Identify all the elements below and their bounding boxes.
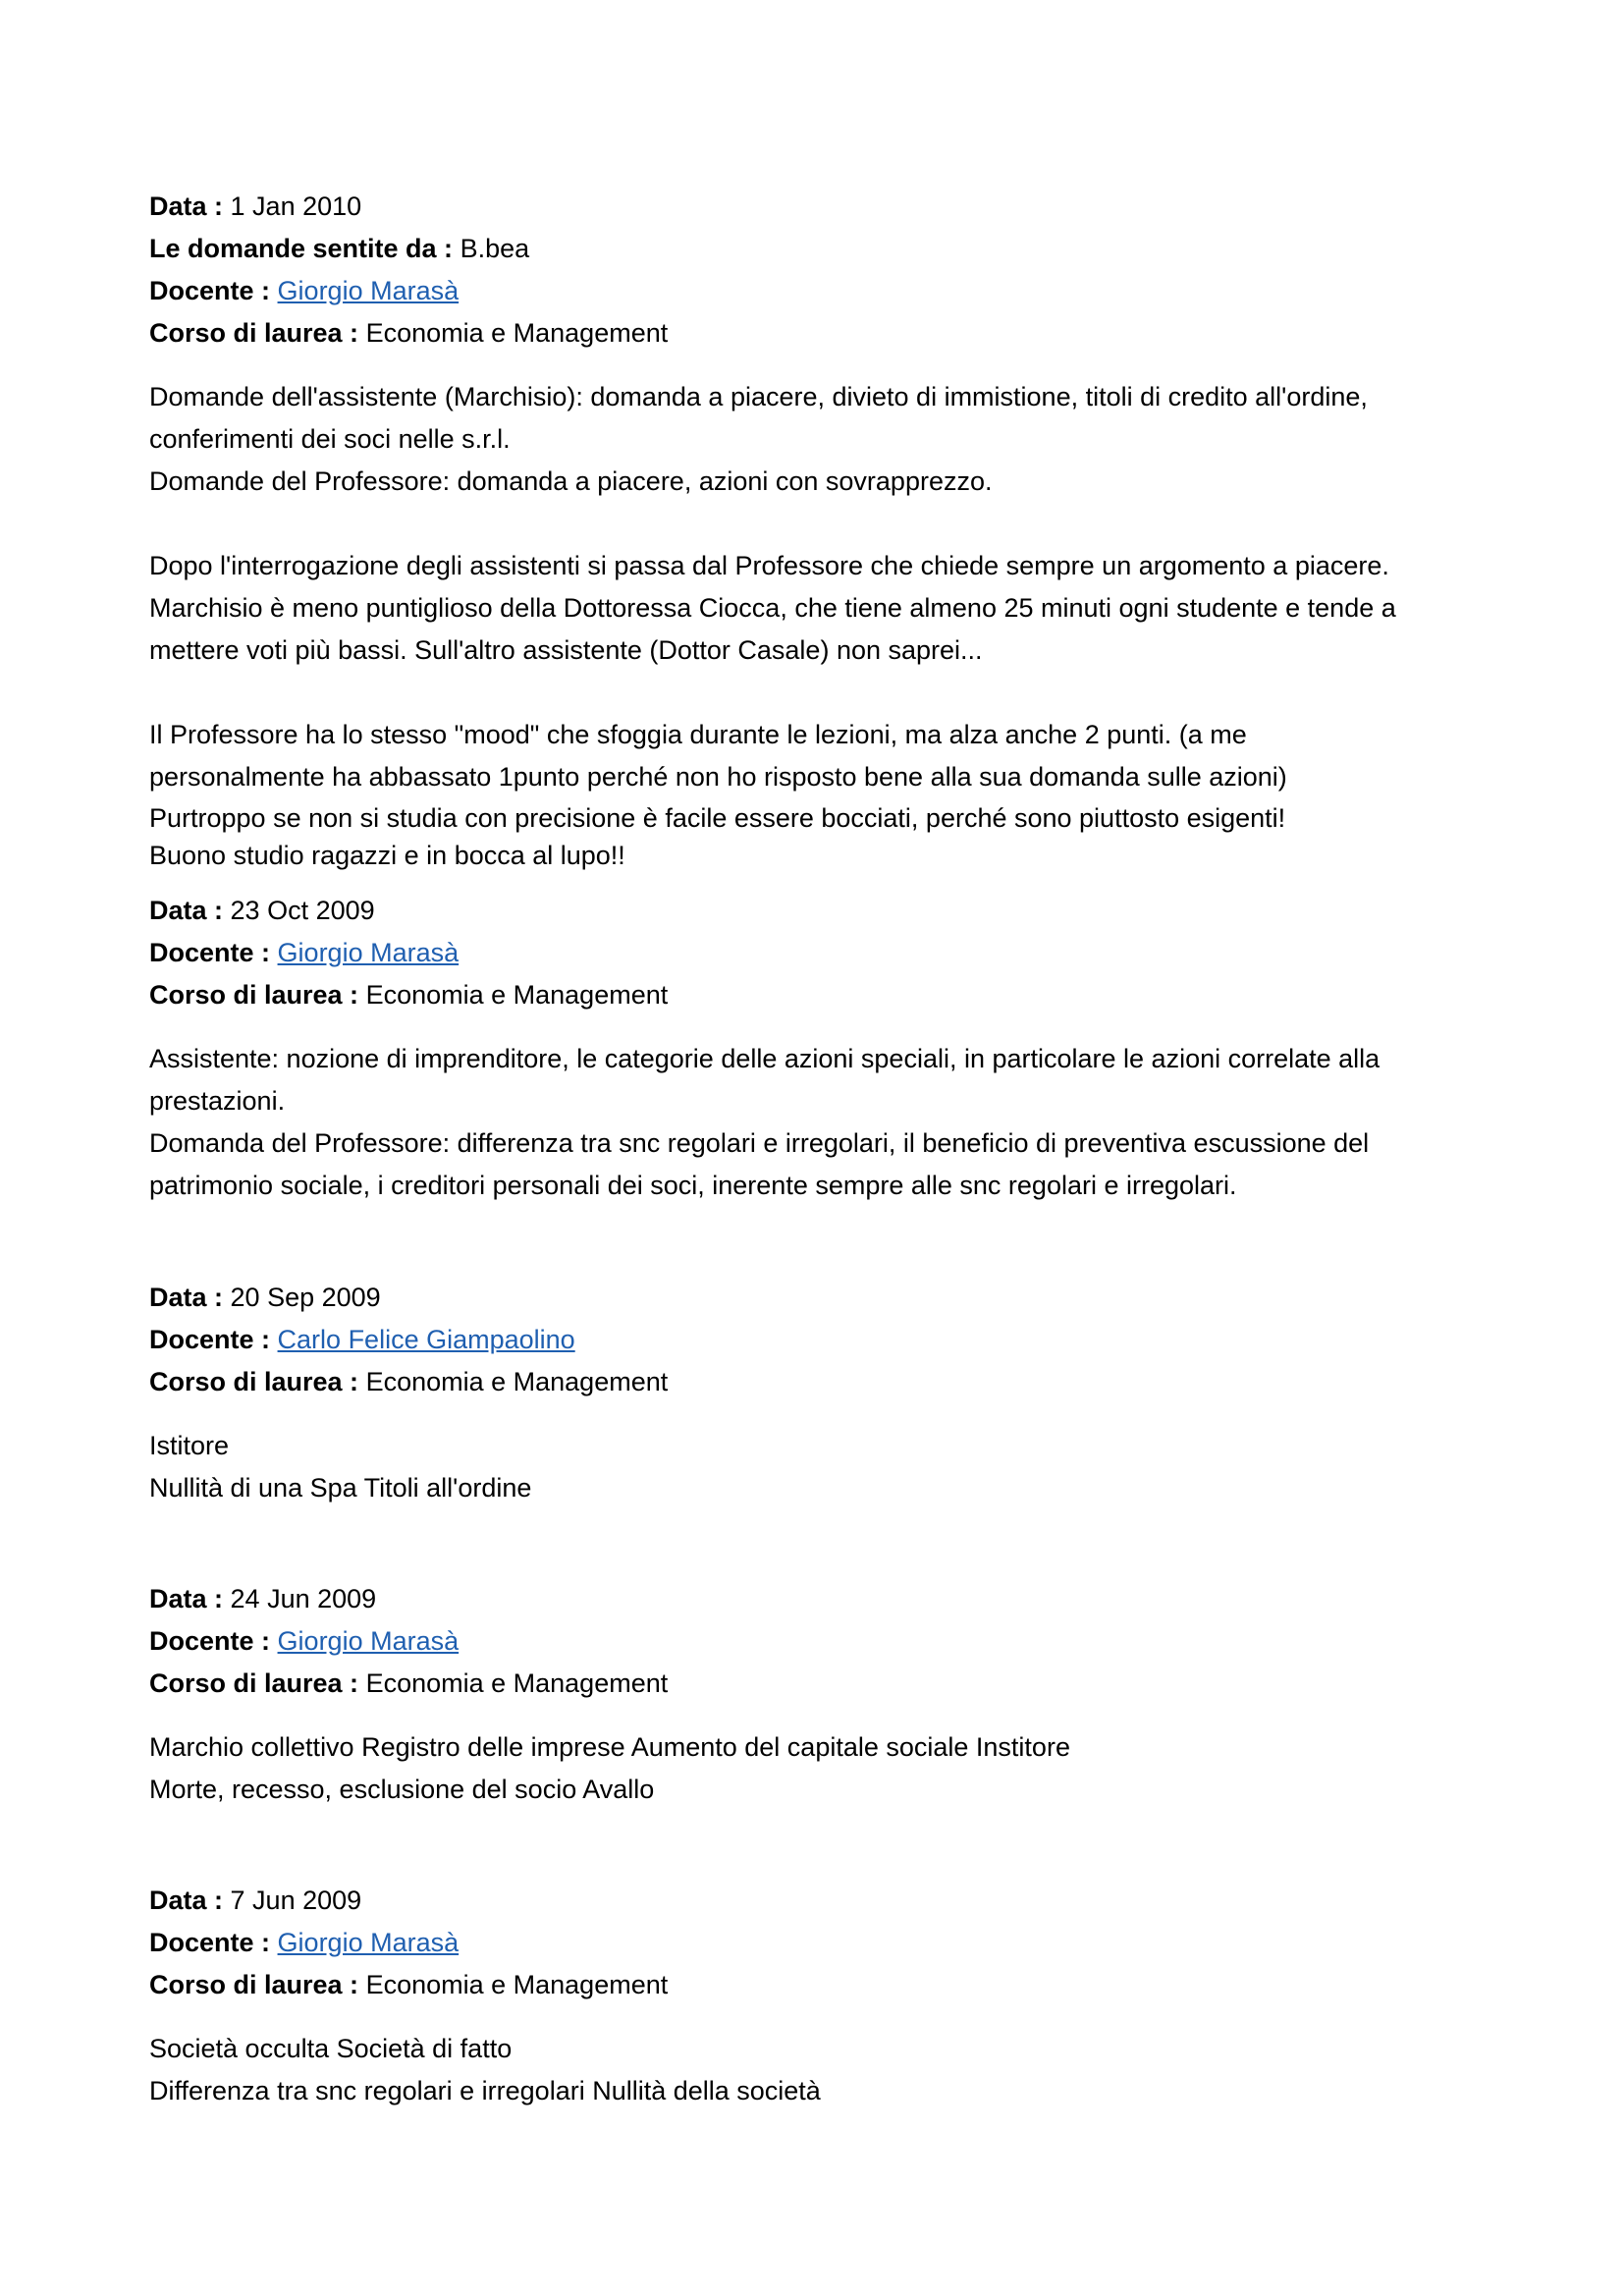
docente-link[interactable]: Carlo Felice Giampaolino bbox=[277, 1325, 575, 1354]
body-line: Purtroppo se non si studia con precisione è facile essere bocciati, perché sono piuttosto esigenti! bbox=[149, 803, 1286, 833]
docente-label: Docente : bbox=[149, 1626, 271, 1656]
body-line: Società occulta Società di fatto bbox=[149, 2034, 513, 2063]
body-line: Domande dell'assistente (Marchisio): domanda a piacere, divieto di immistione, titoli di credito all'ordine, bbox=[149, 382, 1368, 411]
corso-value: Economia e Management bbox=[365, 980, 669, 1010]
docente-line bbox=[149, 932, 1504, 974]
body-line: Istitore bbox=[149, 1431, 230, 1460]
body-line: Assistente: nozione di imprenditore, le categorie delle azioni speciali, in particolare le azioni correlate alla bbox=[149, 1044, 1380, 1073]
corso-label: Corso di laurea : bbox=[149, 318, 359, 348]
exam-entry bbox=[149, 186, 1504, 873]
entry-body bbox=[149, 376, 1504, 873]
date-line bbox=[149, 890, 1504, 932]
docente-link[interactable]: Giorgio Marasà bbox=[277, 1626, 460, 1656]
date-line bbox=[149, 1880, 1504, 1922]
body-line: Nullità di una Spa Titoli all'ordine bbox=[149, 1473, 532, 1503]
docente-line bbox=[149, 1922, 1504, 1964]
corso-label: Corso di laurea : bbox=[149, 1367, 359, 1396]
docente-label: Docente : bbox=[149, 1928, 271, 1957]
corso-line bbox=[149, 1663, 1504, 1705]
body-line: Il Professore ha lo stesso "mood" che sfoggia durante le lezioni, ma alza anche 2 punti. (a me bbox=[149, 720, 1247, 749]
entry-body bbox=[149, 1425, 1504, 1509]
heard-by-value: B.bea bbox=[460, 234, 530, 263]
date-value: 7 Jun 2009 bbox=[230, 1886, 362, 1915]
body-line: Morte, recesso, esclusione del socio Avallo bbox=[149, 1775, 655, 1804]
corso-value: Economia e Management bbox=[365, 318, 669, 348]
corso-line bbox=[149, 974, 1504, 1016]
entry-body bbox=[149, 2028, 1504, 2112]
corso-label: Corso di laurea : bbox=[149, 1970, 359, 1999]
docente-label: Docente : bbox=[149, 1325, 271, 1354]
body-line: conferimenti dei soci nelle s.r.l. bbox=[149, 424, 511, 454]
body-line bbox=[149, 672, 1504, 714]
body-line: Buono studio ragazzi e in bocca al lupo!! bbox=[149, 841, 625, 870]
docente-line bbox=[149, 1319, 1504, 1361]
docente-label: Docente : bbox=[149, 276, 271, 305]
docente-link[interactable]: Giorgio Marasà bbox=[277, 1928, 460, 1957]
body-line: Domanda del Professore: differenza tra snc regolari e irregolari, il beneficio di preventiva escussione del bbox=[149, 1128, 1370, 1158]
date-label: Data : bbox=[149, 896, 224, 925]
body-line: patrimonio sociale, i creditori personali dei soci, inerente sempre alle snc regolari e irregolari. bbox=[149, 1171, 1237, 1200]
date-value: 20 Sep 2009 bbox=[230, 1283, 381, 1312]
body-line: Marchio collettivo Registro delle imprese Aumento del capitale sociale Institore bbox=[149, 1732, 1070, 1762]
docente-link[interactable]: Giorgio Marasà bbox=[277, 276, 460, 305]
docente-line bbox=[149, 1620, 1504, 1663]
corso-label: Corso di laurea : bbox=[149, 1668, 359, 1698]
date-line bbox=[149, 1277, 1504, 1319]
date-line bbox=[149, 1578, 1504, 1620]
body-line: Dopo l'interrogazione degli assistenti si passa dal Professore che chiede sempre un argomento a piacere. bbox=[149, 551, 1389, 580]
corso-line bbox=[149, 1361, 1504, 1403]
body-line: mettere voti più bassi. Sull'altro assistente (Dottor Casale) non saprei... bbox=[149, 635, 983, 665]
corso-value: Economia e Management bbox=[365, 1970, 669, 1999]
exam-entry bbox=[149, 1578, 1504, 1811]
body-line bbox=[149, 503, 1504, 545]
body-line: Marchisio è meno puntiglioso della Dottoressa Ciocca, che tiene almeno 25 minuti ogni studente e tende a bbox=[149, 593, 1396, 623]
body-line: Differenza tra snc regolari e irregolari Nullità della società bbox=[149, 2076, 821, 2105]
docente-line bbox=[149, 270, 1504, 312]
date-value: 24 Jun 2009 bbox=[230, 1584, 377, 1613]
docente-label: Docente : bbox=[149, 938, 271, 967]
date-label: Data : bbox=[149, 1886, 224, 1915]
heard-by-label: Le domande sentite da : bbox=[149, 234, 454, 263]
date-value: 23 Oct 2009 bbox=[230, 896, 375, 925]
date-value: 1 Jan 2010 bbox=[230, 191, 362, 221]
corso-label: Corso di laurea : bbox=[149, 980, 359, 1010]
corso-line bbox=[149, 1964, 1504, 2006]
corso-value: Economia e Management bbox=[365, 1668, 669, 1698]
body-line: personalmente ha abbassato 1punto perché non ho risposto bene alla sua domanda sulle azioni) bbox=[149, 762, 1287, 792]
date-line bbox=[149, 186, 1504, 228]
exam-entry bbox=[149, 890, 1504, 1207]
corso-value: Economia e Management bbox=[365, 1367, 669, 1396]
date-label: Data : bbox=[149, 191, 224, 221]
date-label: Data : bbox=[149, 1584, 224, 1613]
exam-entry bbox=[149, 1880, 1504, 2112]
docente-link[interactable]: Giorgio Marasà bbox=[277, 938, 460, 967]
body-line: Domande del Professore: domanda a piacere, azioni con sovrapprezzo. bbox=[149, 466, 993, 496]
heard-by-line bbox=[149, 228, 1504, 270]
entry-body bbox=[149, 1726, 1504, 1811]
exam-entry bbox=[149, 1277, 1504, 1509]
corso-line bbox=[149, 312, 1504, 355]
body-line: prestazioni. bbox=[149, 1086, 286, 1116]
entry-body bbox=[149, 1038, 1504, 1207]
date-label: Data : bbox=[149, 1283, 224, 1312]
